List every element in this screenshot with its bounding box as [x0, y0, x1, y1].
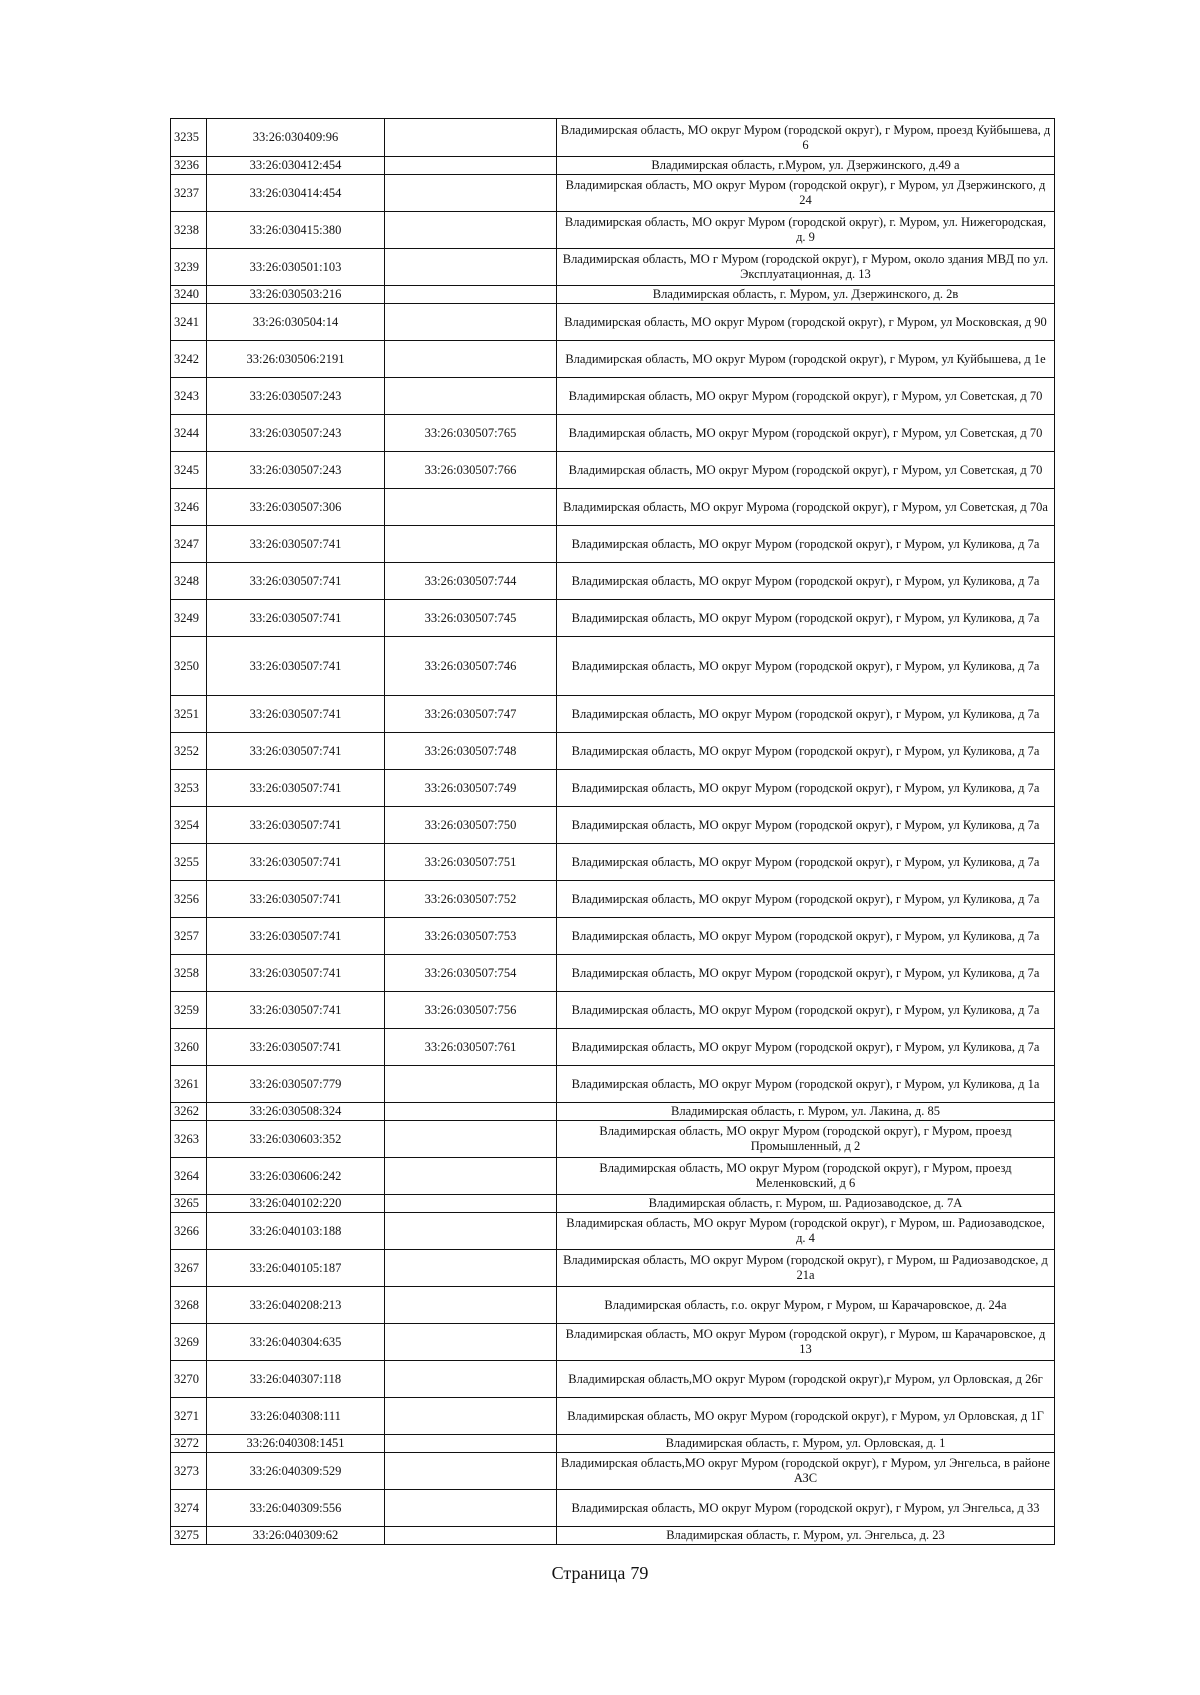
- address-cell: Владимирская область, г. Муром, ш. Радиозаводское, д. 7А: [557, 1195, 1055, 1213]
- registry-rows: [171, 119, 1055, 1545]
- address-cell: Владимирская область, МО округ Муром (городской округ), г Муром, ул Куликова, д 7а: [557, 844, 1055, 881]
- table-row: [171, 1195, 1055, 1213]
- address-cell: Владимирская область, МО округ Муром (городской округ), г Муром, ул Куликова, д 7а: [557, 770, 1055, 807]
- row-number-cell: 3265: [171, 1195, 207, 1213]
- table-row: [171, 157, 1055, 175]
- address-cell: Владимирская область, МО округ Муром (городской округ), г. Муром, ул. Нижегородская, д. 9: [557, 212, 1055, 249]
- table-row: [171, 733, 1055, 770]
- row-number-cell: 3246: [171, 489, 207, 526]
- table-row: [171, 1213, 1055, 1250]
- cadastral-number-cell: 33:26:030507:243: [207, 378, 385, 415]
- address-cell: Владимирская область, МО округ Муром (городской округ), г Муром, ул Энгельса, д 33: [557, 1490, 1055, 1527]
- row-number-cell: 3248: [171, 563, 207, 600]
- cadastral-number-cell: 33:26:040208:213: [207, 1287, 385, 1324]
- table-row: [171, 1453, 1055, 1490]
- sub-cadastral-number-cell: [385, 1213, 557, 1250]
- cadastral-number-cell: 33:26:040309:556: [207, 1490, 385, 1527]
- address-cell: Владимирская область, МО округ Муром (городской округ), г Муром, проезд Меленковский, д 6: [557, 1158, 1055, 1195]
- address-cell: Владимирская область, МО округ Муром (городской округ), г Муром, ул Дзержинского, д 24: [557, 175, 1055, 212]
- row-number-cell: 3237: [171, 175, 207, 212]
- row-number-cell: 3241: [171, 304, 207, 341]
- cadastral-number-cell: 33:26:030507:741: [207, 733, 385, 770]
- row-number-cell: 3257: [171, 918, 207, 955]
- cadastral-number-cell: 33:26:030503:216: [207, 286, 385, 304]
- page-number: 79: [630, 1563, 649, 1583]
- address-cell: Владимирская область,МО округ Муром (городской округ),г Муром, ул Орловская, д 26г: [557, 1361, 1055, 1398]
- address-cell: Владимирская область, МО округ Муром (городской округ), г Муром, ул Куликова, д 7а: [557, 600, 1055, 637]
- sub-cadastral-number-cell: [385, 1398, 557, 1435]
- sub-cadastral-number-cell: 33:26:030507:756: [385, 992, 557, 1029]
- row-number-cell: 3254: [171, 807, 207, 844]
- row-number-cell: 3259: [171, 992, 207, 1029]
- sub-cadastral-number-cell: [385, 341, 557, 378]
- address-cell: Владимирская область, МО округ Муром (городской округ), г Муром, ул Куйбышева, д 1е: [557, 341, 1055, 378]
- sub-cadastral-number-cell: 33:26:030507:750: [385, 807, 557, 844]
- sub-cadastral-number-cell: [385, 175, 557, 212]
- table-row: [171, 1324, 1055, 1361]
- row-number-cell: 3274: [171, 1490, 207, 1527]
- cadastral-number-cell: 33:26:030409:96: [207, 119, 385, 157]
- row-number-cell: 3269: [171, 1324, 207, 1361]
- row-number-cell: 3266: [171, 1213, 207, 1250]
- address-cell: Владимирская область, МО округ Муром (городской округ), г Муром, ул Куликова, д 7а: [557, 733, 1055, 770]
- cadastral-number-cell: 33:26:040308:1451: [207, 1435, 385, 1453]
- address-cell: Владимирская область, г.о. округ Муром, г Муром, ш Карачаровское, д. 24а: [557, 1287, 1055, 1324]
- row-number-cell: 3258: [171, 955, 207, 992]
- table-row: [171, 378, 1055, 415]
- cadastral-number-cell: 33:26:030415:380: [207, 212, 385, 249]
- cadastral-number-cell: 33:26:030414:454: [207, 175, 385, 212]
- cadastral-number-cell: 33:26:040102:220: [207, 1195, 385, 1213]
- address-cell: Владимирская область, МО округ Муром (городской округ), г Муром, ул Куликова, д 1а: [557, 1066, 1055, 1103]
- cadastral-number-cell: 33:26:030507:741: [207, 526, 385, 563]
- sub-cadastral-number-cell: [385, 1453, 557, 1490]
- address-cell: Владимирская область, МО округ Мурома (городской округ), г Муром, ул Советская, д 70а: [557, 489, 1055, 526]
- row-number-cell: 3275: [171, 1527, 207, 1545]
- sub-cadastral-number-cell: [385, 1361, 557, 1398]
- row-number-cell: 3243: [171, 378, 207, 415]
- table-row: [171, 1066, 1055, 1103]
- sub-cadastral-number-cell: [385, 489, 557, 526]
- table-row: [171, 1121, 1055, 1158]
- row-number-cell: 3253: [171, 770, 207, 807]
- row-number-cell: 3247: [171, 526, 207, 563]
- cadastral-number-cell: 33:26:030508:324: [207, 1103, 385, 1121]
- sub-cadastral-number-cell: 33:26:030507:766: [385, 452, 557, 489]
- row-number-cell: 3260: [171, 1029, 207, 1066]
- footer-label: Страница: [551, 1563, 626, 1583]
- registry-table: [170, 118, 1055, 1545]
- address-cell: Владимирская область, МО округ Муром (городской округ), г Муром, ул Куликова, д 7а: [557, 563, 1055, 600]
- cadastral-number-cell: 33:26:030507:243: [207, 415, 385, 452]
- table-row: [171, 955, 1055, 992]
- sub-cadastral-number-cell: [385, 1435, 557, 1453]
- row-number-cell: 3251: [171, 696, 207, 733]
- table-row: [171, 637, 1055, 696]
- row-number-cell: 3273: [171, 1453, 207, 1490]
- table-row: [171, 526, 1055, 563]
- sub-cadastral-number-cell: 33:26:030507:751: [385, 844, 557, 881]
- cadastral-number-cell: 33:26:030507:741: [207, 563, 385, 600]
- address-cell: Владимирская область, МО округ Муром (городской округ), г Муром, ул Советская, д 70: [557, 415, 1055, 452]
- table-row: [171, 1527, 1055, 1545]
- sub-cadastral-number-cell: 33:26:030507:761: [385, 1029, 557, 1066]
- address-cell: Владимирская область,МО округ Муром (городской округ), г Муром, ул Энгельса, в районе АЗС: [557, 1453, 1055, 1490]
- sub-cadastral-number-cell: [385, 1490, 557, 1527]
- cadastral-number-cell: 33:26:030507:741: [207, 918, 385, 955]
- page-footer: [0, 1563, 1200, 1584]
- row-number-cell: 3263: [171, 1121, 207, 1158]
- cadastral-number-cell: 33:26:030507:741: [207, 637, 385, 696]
- sub-cadastral-number-cell: 33:26:030507:752: [385, 881, 557, 918]
- address-cell: Владимирская область, МО округ Муром (городской округ), г Муром, проезд Куйбышева, д 6: [557, 119, 1055, 157]
- table-row: [171, 563, 1055, 600]
- sub-cadastral-number-cell: [385, 212, 557, 249]
- table-row: [171, 1490, 1055, 1527]
- sub-cadastral-number-cell: 33:26:030507:749: [385, 770, 557, 807]
- table-row: [171, 304, 1055, 341]
- address-cell: Владимирская область, г. Муром, ул. Дзержинского, д. 2в: [557, 286, 1055, 304]
- cadastral-number-cell: 33:26:030507:741: [207, 955, 385, 992]
- sub-cadastral-number-cell: [385, 249, 557, 286]
- cadastral-number-cell: 33:26:030507:741: [207, 881, 385, 918]
- table-row: [171, 1158, 1055, 1195]
- table-row: [171, 489, 1055, 526]
- row-number-cell: 3264: [171, 1158, 207, 1195]
- address-cell: Владимирская область, МО округ Муром (городской округ), г Муром, ш Карачаровское, д 13: [557, 1324, 1055, 1361]
- address-cell: Владимирская область, г. Муром, ул. Лакина, д. 85: [557, 1103, 1055, 1121]
- row-number-cell: 3244: [171, 415, 207, 452]
- cadastral-number-cell: 33:26:030507:741: [207, 992, 385, 1029]
- address-cell: Владимирская область, МО округ Муром (городской округ), г Муром, ул Советская, д 70: [557, 378, 1055, 415]
- sub-cadastral-number-cell: 33:26:030507:753: [385, 918, 557, 955]
- address-cell: Владимирская область, МО округ Муром (городской округ), г Муром, ул Куликова, д 7а: [557, 637, 1055, 696]
- address-cell: Владимирская область, г.Муром, ул. Дзержинского, д.49 а: [557, 157, 1055, 175]
- cadastral-number-cell: 33:26:040103:188: [207, 1213, 385, 1250]
- address-cell: Владимирская область, г. Муром, ул. Энгельса, д. 23: [557, 1527, 1055, 1545]
- sub-cadastral-number-cell: [385, 378, 557, 415]
- cadastral-number-cell: 33:26:030507:741: [207, 696, 385, 733]
- address-cell: Владимирская область, МО округ Муром (городской округ), г Муром, ш. Радиозаводское, д. 4: [557, 1213, 1055, 1250]
- address-cell: Владимирская область, МО округ Муром (городской округ), г Муром, ул Куликова, д 7а: [557, 881, 1055, 918]
- sub-cadastral-number-cell: [385, 1324, 557, 1361]
- address-cell: Владимирская область, МО округ Муром (городской округ), г Муром, ул Куликова, д 7а: [557, 807, 1055, 844]
- row-number-cell: 3252: [171, 733, 207, 770]
- table-row: [171, 119, 1055, 157]
- address-cell: Владимирская область, МО округ Муром (городской округ), г Муром, ул Куликова, д 7а: [557, 696, 1055, 733]
- sub-cadastral-number-cell: [385, 1250, 557, 1287]
- table-row: [171, 1361, 1055, 1398]
- table-row: [171, 600, 1055, 637]
- table-row: [171, 807, 1055, 844]
- table-row: [171, 415, 1055, 452]
- address-cell: Владимирская область, МО округ Муром (городской округ), г Муром, ул Московская, д 90: [557, 304, 1055, 341]
- row-number-cell: 3271: [171, 1398, 207, 1435]
- address-cell: Владимирская область, МО округ Муром (городской округ), г Муром, ул Куликова, д 7а: [557, 526, 1055, 563]
- cadastral-number-cell: 33:26:040307:118: [207, 1361, 385, 1398]
- sub-cadastral-number-cell: [385, 526, 557, 563]
- sub-cadastral-number-cell: [385, 1158, 557, 1195]
- table-row: [171, 249, 1055, 286]
- row-number-cell: 3268: [171, 1287, 207, 1324]
- cadastral-number-cell: 33:26:030507:741: [207, 1029, 385, 1066]
- cadastral-number-cell: 33:26:030412:454: [207, 157, 385, 175]
- row-number-cell: 3242: [171, 341, 207, 378]
- row-number-cell: 3255: [171, 844, 207, 881]
- address-cell: Владимирская область, МО округ Муром (городской округ), г Муром, ул Куликова, д 7а: [557, 918, 1055, 955]
- sub-cadastral-number-cell: 33:26:030507:765: [385, 415, 557, 452]
- sub-cadastral-number-cell: [385, 1066, 557, 1103]
- row-number-cell: 3270: [171, 1361, 207, 1398]
- cadastral-number-cell: 33:26:040105:187: [207, 1250, 385, 1287]
- cadastral-number-cell: 33:26:040308:111: [207, 1398, 385, 1435]
- cadastral-number-cell: 33:26:030507:741: [207, 770, 385, 807]
- cadastral-number-cell: 33:26:030506:2191: [207, 341, 385, 378]
- table-row: [171, 341, 1055, 378]
- table-row: [171, 881, 1055, 918]
- table-row: [171, 1435, 1055, 1453]
- cadastral-number-cell: 33:26:030606:242: [207, 1158, 385, 1195]
- row-number-cell: 3236: [171, 157, 207, 175]
- sub-cadastral-number-cell: [385, 157, 557, 175]
- sub-cadastral-number-cell: [385, 1527, 557, 1545]
- address-cell: Владимирская область, МО округ Муром (городской округ), г Муром, проезд Промышленный, д 2: [557, 1121, 1055, 1158]
- address-cell: Владимирская область, МО округ Муром (городской округ), г Муром, ул Куликова, д 7а: [557, 955, 1055, 992]
- table-row: [171, 918, 1055, 955]
- table-row: [171, 286, 1055, 304]
- table-row: [171, 992, 1055, 1029]
- table-row: [171, 844, 1055, 881]
- sub-cadastral-number-cell: [385, 286, 557, 304]
- cadastral-number-cell: 33:26:040309:529: [207, 1453, 385, 1490]
- cadastral-number-cell: 33:26:040309:62: [207, 1527, 385, 1545]
- row-number-cell: 3250: [171, 637, 207, 696]
- table-row: [171, 1250, 1055, 1287]
- table-row: [171, 1398, 1055, 1435]
- sub-cadastral-number-cell: [385, 1195, 557, 1213]
- sub-cadastral-number-cell: [385, 304, 557, 341]
- table-row: [171, 212, 1055, 249]
- cadastral-number-cell: 33:26:030507:741: [207, 844, 385, 881]
- table-row: [171, 175, 1055, 212]
- address-cell: Владимирская область, МО г Муром (городской округ), г Муром, около здания МВД по ул. Эксплуатационная, д. 13: [557, 249, 1055, 286]
- address-cell: Владимирская область, МО округ Муром (городской округ), г Муром, ул Орловская, д 1Г: [557, 1398, 1055, 1435]
- cadastral-number-cell: 33:26:030501:103: [207, 249, 385, 286]
- row-number-cell: 3256: [171, 881, 207, 918]
- table-row: [171, 1029, 1055, 1066]
- address-cell: Владимирская область, МО округ Муром (городской округ), г Муром, ул Куликова, д 7а: [557, 992, 1055, 1029]
- table-row: [171, 452, 1055, 489]
- sub-cadastral-number-cell: [385, 1103, 557, 1121]
- row-number-cell: 3261: [171, 1066, 207, 1103]
- row-number-cell: 3238: [171, 212, 207, 249]
- row-number-cell: 3240: [171, 286, 207, 304]
- sub-cadastral-number-cell: 33:26:030507:745: [385, 600, 557, 637]
- sub-cadastral-number-cell: [385, 1287, 557, 1324]
- cadastral-number-cell: 33:26:030507:741: [207, 600, 385, 637]
- address-cell: Владимирская область, МО округ Муром (городской округ), г Муром, ш Радиозаводское, д 21а: [557, 1250, 1055, 1287]
- sub-cadastral-number-cell: 33:26:030507:746: [385, 637, 557, 696]
- sub-cadastral-number-cell: [385, 119, 557, 157]
- sub-cadastral-number-cell: 33:26:030507:744: [385, 563, 557, 600]
- table-row: [171, 696, 1055, 733]
- address-cell: Владимирская область, МО округ Муром (городской округ), г Муром, ул Куликова, д 7а: [557, 1029, 1055, 1066]
- sub-cadastral-number-cell: 33:26:030507:747: [385, 696, 557, 733]
- table-row: [171, 1287, 1055, 1324]
- sub-cadastral-number-cell: [385, 1121, 557, 1158]
- address-cell: Владимирская область, МО округ Муром (городской округ), г Муром, ул Советская, д 70: [557, 452, 1055, 489]
- sub-cadastral-number-cell: 33:26:030507:754: [385, 955, 557, 992]
- row-number-cell: 3239: [171, 249, 207, 286]
- table-row: [171, 1103, 1055, 1121]
- row-number-cell: 3235: [171, 119, 207, 157]
- cadastral-number-cell: 33:26:030507:243: [207, 452, 385, 489]
- cadastral-number-cell: 33:26:030504:14: [207, 304, 385, 341]
- row-number-cell: 3267: [171, 1250, 207, 1287]
- row-number-cell: 3245: [171, 452, 207, 489]
- sub-cadastral-number-cell: 33:26:030507:748: [385, 733, 557, 770]
- cadastral-number-cell: 33:26:040304:635: [207, 1324, 385, 1361]
- address-cell: Владимирская область, г. Муром, ул. Орловская, д. 1: [557, 1435, 1055, 1453]
- table-row: [171, 770, 1055, 807]
- row-number-cell: 3272: [171, 1435, 207, 1453]
- cadastral-number-cell: 33:26:030603:352: [207, 1121, 385, 1158]
- cadastral-number-cell: 33:26:030507:779: [207, 1066, 385, 1103]
- cadastral-number-cell: 33:26:030507:741: [207, 807, 385, 844]
- row-number-cell: 3249: [171, 600, 207, 637]
- cadastral-number-cell: 33:26:030507:306: [207, 489, 385, 526]
- row-number-cell: 3262: [171, 1103, 207, 1121]
